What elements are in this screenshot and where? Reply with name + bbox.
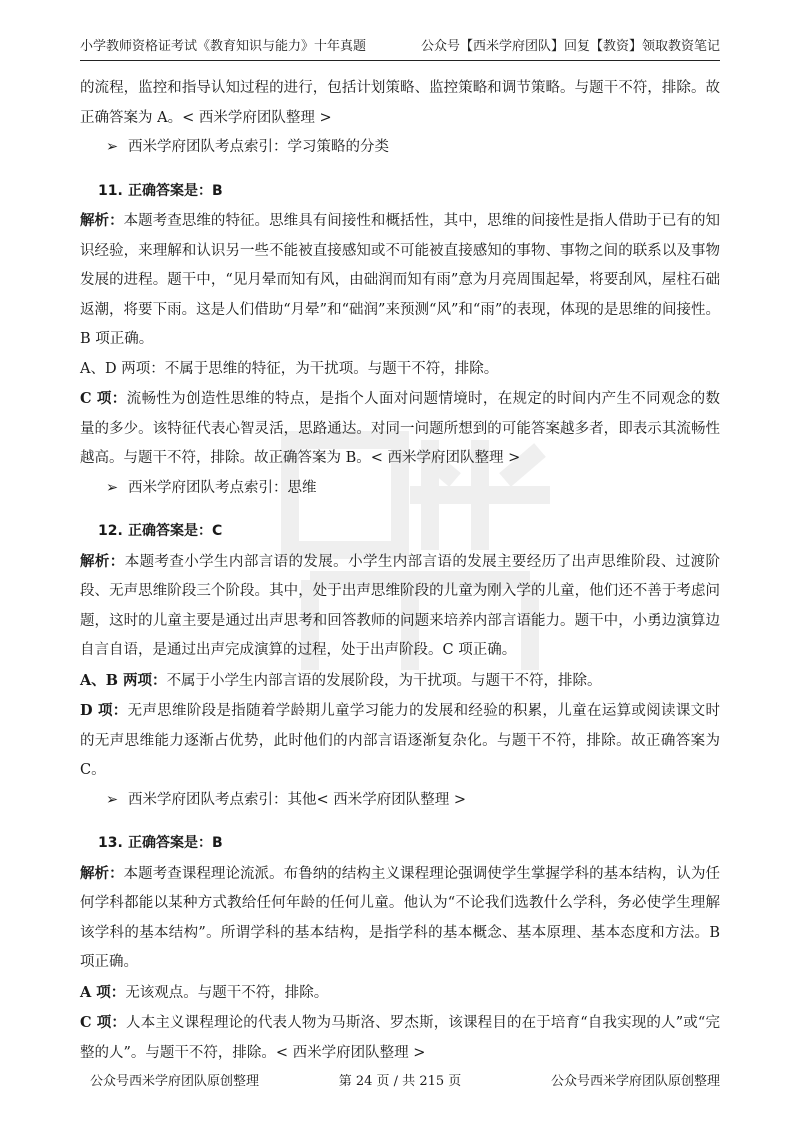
q11-option-ad: A、D 两项：不属于思维的特征，为干扰项。与题干不符，排除。 (80, 360, 499, 377)
option-label: D 项： (80, 702, 128, 719)
option-label: A 项： (80, 983, 126, 1001)
analysis-label: 解析： (80, 212, 124, 229)
answer-title: 正确答案是：C (128, 523, 223, 539)
answer-title: 正确答案是：B (128, 182, 223, 199)
option-text: 无声思维阶段是指随着学龄期儿童学习能力的发展和经验的积累，儿童在运算或阅读课文时的无声思维能力逐渐占优势，此时他们的内部言语逐渐复杂化。与题干不符，排除。故正确答案为 C。 (80, 703, 720, 778)
page-content (80, 74, 720, 1068)
option-label: C 项： (80, 1014, 127, 1031)
q13-option-c (80, 1008, 720, 1068)
header-promo: 公众号【西米学府团队】回复【教资】领取教资笔记 (420, 39, 720, 54)
tip-line (80, 474, 720, 504)
question-11-heading (80, 177, 720, 207)
analysis-text: 本题考查小学生内部言语的发展。小学生内部言语的发展主要经历了出声思维阶段、过渡阶段、无声思维阶段三个阶段。其中，处于出声思维阶段的儿童为刚入学的儿童，他们还不善于考虑问题，这时的儿童主要是通过出声思考和回答教师的问题来培养内部言语能力。题干中，小勇边演算边自言自语，是通过出声完成演算的过程，处于出声阶段。C 项正确。 (80, 553, 721, 658)
tip-line (80, 133, 720, 163)
option-label: C 项： (80, 390, 127, 407)
arrow-bullet-icon: ➢ (106, 479, 119, 496)
q12-option-ab (80, 666, 720, 697)
analysis-label: 解析： (80, 552, 125, 570)
question-number: 12. (98, 523, 123, 539)
question-number: 13. (98, 835, 123, 851)
answer-title: 正确答案是：B (128, 835, 223, 851)
arrow-bullet-icon: ➢ (106, 791, 119, 808)
q13-option-a (80, 978, 720, 1009)
footer-left: 公众号西米学府团队原创整理 (90, 1074, 260, 1089)
q13-analysis (80, 859, 720, 978)
arrow-bullet-icon: ➢ (106, 139, 119, 155)
option-text: 不属于小学生内部言语的发展阶段，为干扰项。与题干不符，排除。 (166, 672, 602, 689)
footer-right: 公众号西米学府团队原创整理 (550, 1074, 720, 1089)
page-header (80, 38, 720, 61)
option-text: 人本主义课程理论的代表人物为马斯洛、罗杰斯，该课程目的在于培育“自我实现的人”或“完整的人”。与题干不符，排除。< 西米学府团队整理 > (80, 1015, 720, 1061)
q12-analysis (80, 547, 720, 666)
tip-text: 西米学府团队考点索引：学习策略的分类 (128, 139, 389, 155)
option-text: 无该观点。与题干不符，排除。 (125, 984, 329, 1001)
question-number: 11. (98, 182, 123, 199)
option-text: 流畅性为创造性思维的特点，是指个人面对问题情境时，在规定的时间内产生不同观念的数量的多少。该特征代表心智灵活，思路通达。对同一问题所想到的可能答案越多者，即表示其流畅性越高。与题干不符，排除。故正确答案为 B。< 西米学府团队整理 > (80, 391, 720, 466)
q11-option-c (80, 384, 720, 474)
analysis-text: 本题考查思维的特征。思维具有间接性和概括性，其中，思维的间接性是指人借助于已有的知识经验，来理解和认识另一些不能被直接感知或不可能被直接感知的事物、事物之间的联系以及事物发展的进程。题干中，“见月晕而知有风，由础润而知有雨”意为月亮周围起晕，将要刮风，屋柱石础返潮，将要下雨。这是人们借助“月晕”和“础润”来预测“风”和“雨”的表现，体现的是思维的间接性。B 项正确。 (80, 213, 720, 347)
analysis-text: 本题考查课程理论流派。布鲁纳的结构主义课程理论强调使学生掌握学科的基本结构，认为任何学科都能以某种方式教给任何年龄的任何儿童。他认为“不论我们选教什么学科，务必使学生理解该学科的基本结构”。所谓学科的基本结构，是指学科的基本概念、基本原理、基本态度和方法。B 项正确。 (80, 865, 720, 970)
tip-text: 西米学府团队考点索引：思维 (128, 479, 317, 496)
analysis-label: 解析： (80, 864, 124, 882)
page-number: 第 24 页 / 共 215 页 (338, 1074, 462, 1089)
paragraph-intro: 的流程，监控和指导认知过程的进行，包括计划策略、监控策略和调节策略。与题干不符，排除。故正确答案为 A。< 西米学府团队整理 > (80, 80, 720, 126)
tip-line (80, 786, 720, 816)
q11-analysis (80, 206, 720, 355)
tip-text: 西米学府团队考点索引：其他< 西米学府团队整理 > (128, 791, 467, 808)
question-12-heading (80, 517, 720, 547)
q12-option-d (80, 696, 720, 786)
option-label: A、B 两项： (80, 671, 167, 689)
header-title: 小学教师资格证考试《教育知识与能力》十年真题 (80, 39, 367, 54)
question-13-heading (80, 829, 720, 859)
